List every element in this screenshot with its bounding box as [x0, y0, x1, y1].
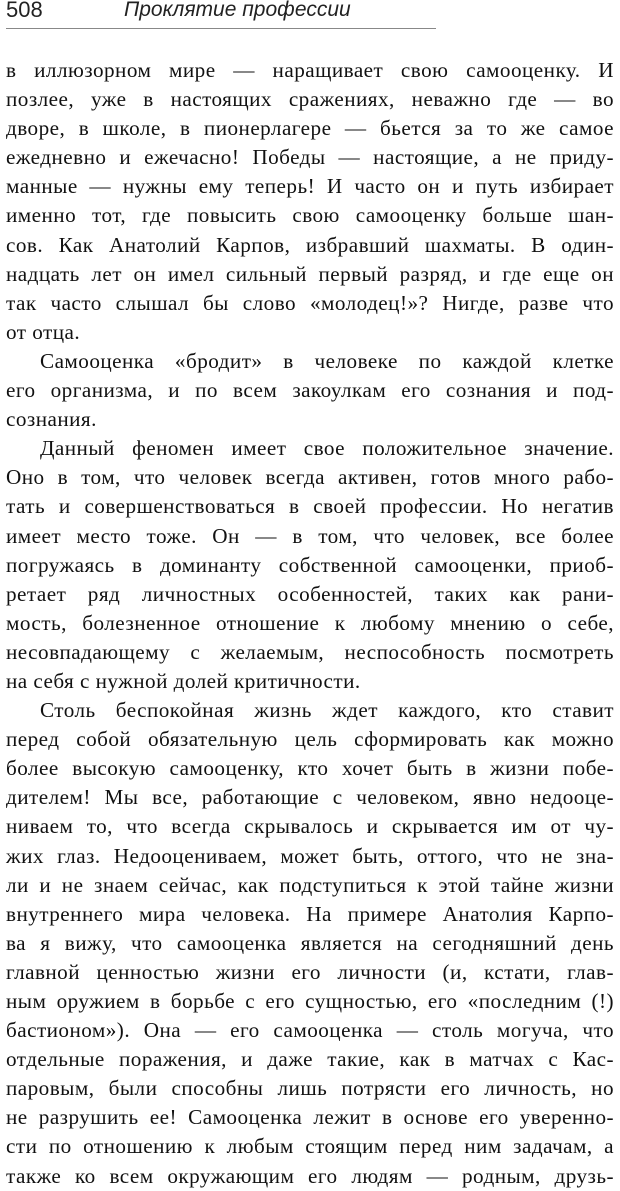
page-header: [6, 0, 436, 29]
text-line: позлее, уже в настоящих сражениях, неважно где — во: [6, 87, 614, 112]
text-line: от отца.: [6, 319, 81, 344]
text-line: надцать лет он имел сильный первый разряд, и где еще он: [6, 261, 614, 286]
text-line: ным оружием в борьбе с его сущностью, его «последним (!): [6, 989, 614, 1013]
text-line: ниваем то, что всегда скрывалось и скрывается им от чу-: [6, 814, 614, 839]
text-line: тать и совершенствоваться в своей профессии. Но негатив: [6, 494, 614, 519]
text-line: Столь беспокойная жизнь ждет каждого, кто ставит: [40, 698, 614, 723]
text-line: так часто слышал бы слово «молодец!»? Нигде, разве что: [6, 290, 614, 315]
text-line: в иллюзорном мире — наращивает свою самооценку. И: [6, 58, 614, 82]
text-line: отдельные поражения, и даже такие, как в матчах с Кас-: [6, 1047, 614, 1072]
text-line: ежедневно и ежечасно! Победы — настоящие, а не приду-: [6, 145, 614, 170]
text-line: на себя с нужной долей критичности.: [6, 668, 361, 693]
page-number: 508: [6, 0, 43, 22]
text-line: сов. Как Анатолий Карпов, избравший шахматы. В один-: [6, 232, 614, 257]
text-line: дителем! Мы все, работающие с человеком, явно недооце-: [6, 785, 614, 810]
text-line: более высокую самооценку, кто хочет быть в жизни побе-: [6, 756, 614, 781]
text-line: дворе, в школе, в пионерлагере — бьется за то же самое: [6, 116, 614, 141]
text-line: не разрушить ее! Самооценка лежит в основе его увереннo-: [6, 1105, 614, 1130]
text-line: бастионом»). Она — его самооценка — столь могуча, что: [6, 1018, 614, 1043]
text-line: имеет место тоже. Он — в том, что человек, все более: [6, 523, 614, 548]
text-line: несовпадающему с желаемым, неспособность посмотреть: [6, 639, 614, 664]
text-line: ли и не знаем сейчас, как подступиться к этой тайне жизни: [6, 872, 614, 897]
text-line: внутреннего мира человека. На примере Анатолия Карпо-: [6, 901, 614, 926]
text-line: Данный феномен имеет свое положительное значение.: [40, 436, 614, 461]
text-line: именно тот, где повысить свою самооценку больше шан-: [6, 203, 614, 228]
text-line: жих глаз. Недооцениваем, может быть, оттого, что не зна-: [6, 843, 614, 868]
text-line: сти по отношению к любым стоящим перед ним задачам, а: [6, 1134, 614, 1159]
text-line: манные — нужны ему теперь! И часто он и путь избирает: [6, 174, 614, 199]
text-line: ва я вижу, что самооценка является на сегодняшний день: [6, 930, 614, 955]
text-line: также ко всем окружающим его людям — родным, друзь-: [6, 1163, 614, 1188]
text-line: перед собой обязательную цель сформировать как можно: [6, 727, 614, 752]
text-line: его организма, и по всем закоулкам его сознания и под-: [6, 378, 614, 403]
text-line: сознания.: [6, 407, 97, 432]
text-line: погружаясь в доминанту собственной самооценки, приоб-: [6, 552, 614, 577]
body-text: [6, 56, 614, 1191]
text-line: мость, болезненное отношение к любому мнению о себе,: [6, 610, 614, 635]
text-line: Оно в том, что человек всегда активен, готов много рабо-: [6, 465, 614, 490]
text-line: Самооценка «бродит» в человеке по каждой клетке: [40, 348, 614, 373]
text-line: паровым, были способны лишь потрясти его личность, но: [6, 1076, 614, 1101]
text-line: главной ценностью жизни его личности (и, кстати, глав-: [6, 959, 614, 984]
running-title: Проклятие профессии: [124, 0, 351, 21]
text-line: ретает ряд личностных особенностей, таких как рани-: [6, 581, 614, 606]
